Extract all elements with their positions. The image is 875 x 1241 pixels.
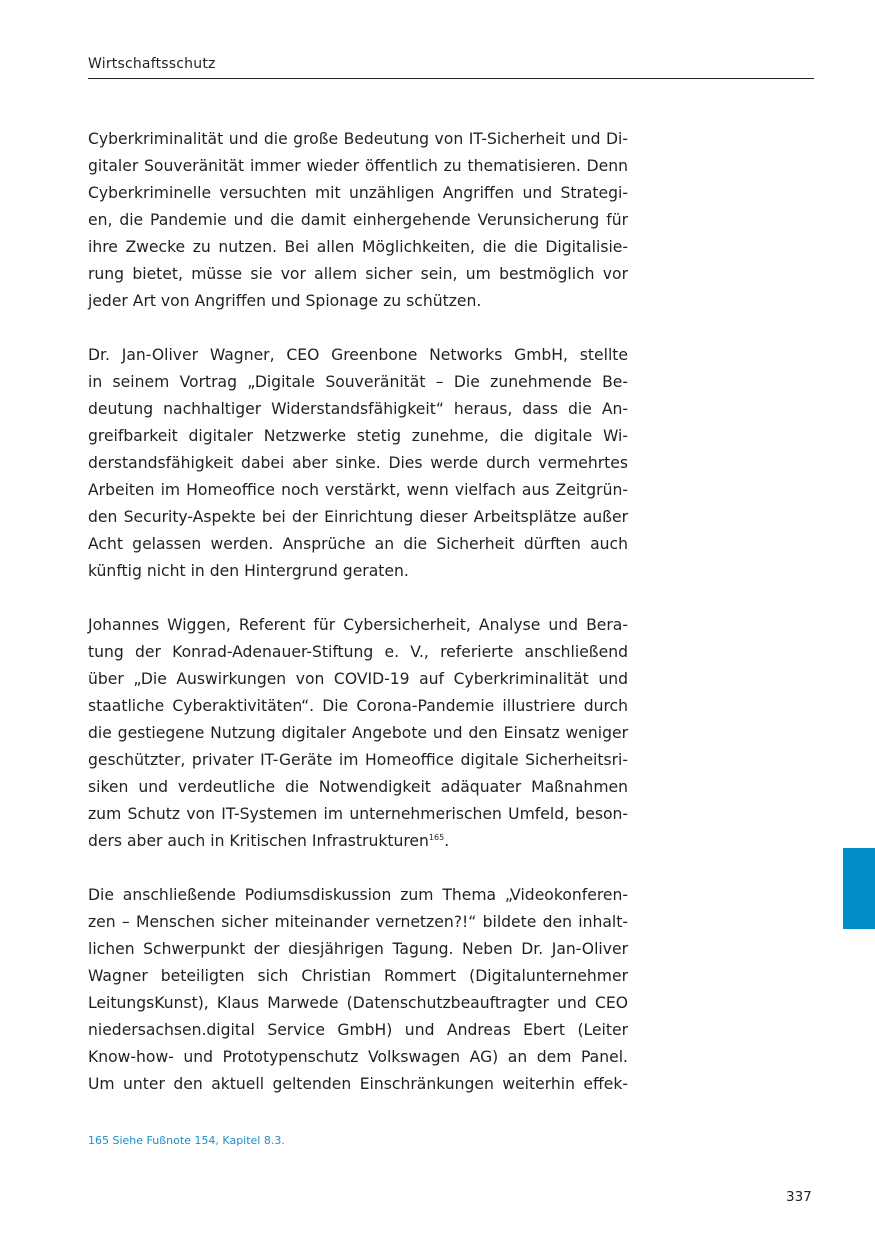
text-line: rung bietet, müsse sie vor allem sicher sein, um bestmöglich vor (88, 265, 628, 283)
text-line: Johannes Wiggen, Referent für Cybersicherheit, Analyse und Bera- (88, 616, 628, 634)
text-line: Cyberkriminelle versuchten mit unzähligen Angriffen und Strategi- (88, 184, 628, 202)
text-segment: ders aber auch in Kritischen Infrastrukturen (88, 832, 429, 850)
text-line: jeder Art von Angriffen und Spionage zu schützen. (88, 292, 482, 310)
text-line: Arbeiten im Homeoffice noch verstärkt, wenn vielfach aus Zeitgrün- (88, 481, 628, 499)
text-line: siken und verdeutliche die Notwendigkeit adäquater Maßnahmen (88, 778, 628, 796)
text-line: Know-how- und Prototypenschutz Volkswagen AG) an dem Panel. (88, 1048, 628, 1066)
text-line: ihre Zwecke zu nutzen. Bei allen Möglichkeiten, die die Digitalisie- (88, 238, 628, 256)
text-line: Cyberkriminalität und die große Bedeutung von IT-Sicherheit und Di- (88, 130, 628, 148)
text-line: die gestiegene Nutzung digitaler Angebote und den Einsatz weniger (88, 724, 628, 742)
text-line: niedersachsen.digital Service GmbH) und Andreas Ebert (Leiter (88, 1021, 628, 1039)
text-line: in seinem Vortrag „Digitale Souveränität – Die zunehmende Be- (88, 373, 628, 391)
text-line: zen – Menschen sicher miteinander vernetzen?!“ bildete den inhalt- (88, 913, 628, 931)
text-line: Wagner beteiligten sich Christian Rommert (Digitalunternehmer (88, 967, 628, 985)
text-line: den Security-Aspekte bei der Einrichtung dieser Arbeitsplätze außer (88, 508, 628, 526)
text-line: geschützter, privater IT-Geräte im Homeoffice digitale Sicherheitsri- (88, 751, 628, 769)
text-line: staatliche Cyberaktivitäten“. Die Corona-Pandemie illustriere durch (88, 697, 628, 715)
text-line: Die anschließende Podiumsdiskussion zum Thema „Videokonferen- (88, 886, 628, 904)
text-line: derstandsfähigkeit dabei aber sinke. Dies werde durch vermehrtes (88, 454, 628, 472)
text-line: deutung nachhaltiger Widerstandsfähigkeit“ heraus, dass die An- (88, 400, 628, 418)
header-rule (88, 78, 814, 79)
body-text (88, 126, 628, 1125)
trailing-punctuation: . (444, 832, 450, 850)
paragraph-2 (88, 342, 628, 585)
page-number: 337 (786, 1189, 812, 1205)
footnote-reference[interactable]: 165 (428, 832, 445, 842)
text-line: en, die Pandemie und die damit einhergehende Verunsicherung für (88, 211, 628, 229)
text-line: Um unter den aktuell geltenden Einschränkungen weiterhin effek- (88, 1075, 628, 1093)
paragraph-4 (88, 882, 628, 1098)
running-header: Wirtschaftsschutz (88, 56, 216, 72)
text-line: Acht gelassen werden. Ansprüche an die Sicherheit dürften auch (88, 535, 628, 553)
text-line: über „Die Auswirkungen von COVID-19 auf Cyberkriminalität und (88, 670, 628, 688)
text-line: künftig nicht in den Hintergrund geraten. (88, 562, 409, 580)
paragraph-1 (88, 126, 628, 315)
text-line: zum Schutz von IT-Systemen im unternehmerischen Umfeld, beson- (88, 805, 628, 823)
footnote: 165 Siehe Fußnote 154, Kapitel 8.3. (88, 1134, 285, 1147)
text-line: LeitungsKunst), Klaus Marwede (Datenschutzbeauftragter und CEO (88, 994, 628, 1012)
paragraph-3 (88, 612, 628, 855)
text-line: gitaler Souveränität immer wieder öffentlich zu thematisieren. Denn (88, 157, 628, 175)
chapter-tab-marker (843, 848, 875, 929)
text-line: lichen Schwerpunkt der diesjährigen Tagung. Neben Dr. Jan-Oliver (88, 940, 628, 958)
text-line-with-footnote (88, 828, 628, 855)
text-line: Dr. Jan-Oliver Wagner, CEO Greenbone Networks GmbH, stellte (88, 346, 628, 364)
text-line: tung der Konrad-Adenauer-Stiftung e. V., referierte anschließend (88, 643, 628, 661)
text-line: greifbarkeit digitaler Netzwerke stetig zunehme, die digitale Wi- (88, 427, 628, 445)
